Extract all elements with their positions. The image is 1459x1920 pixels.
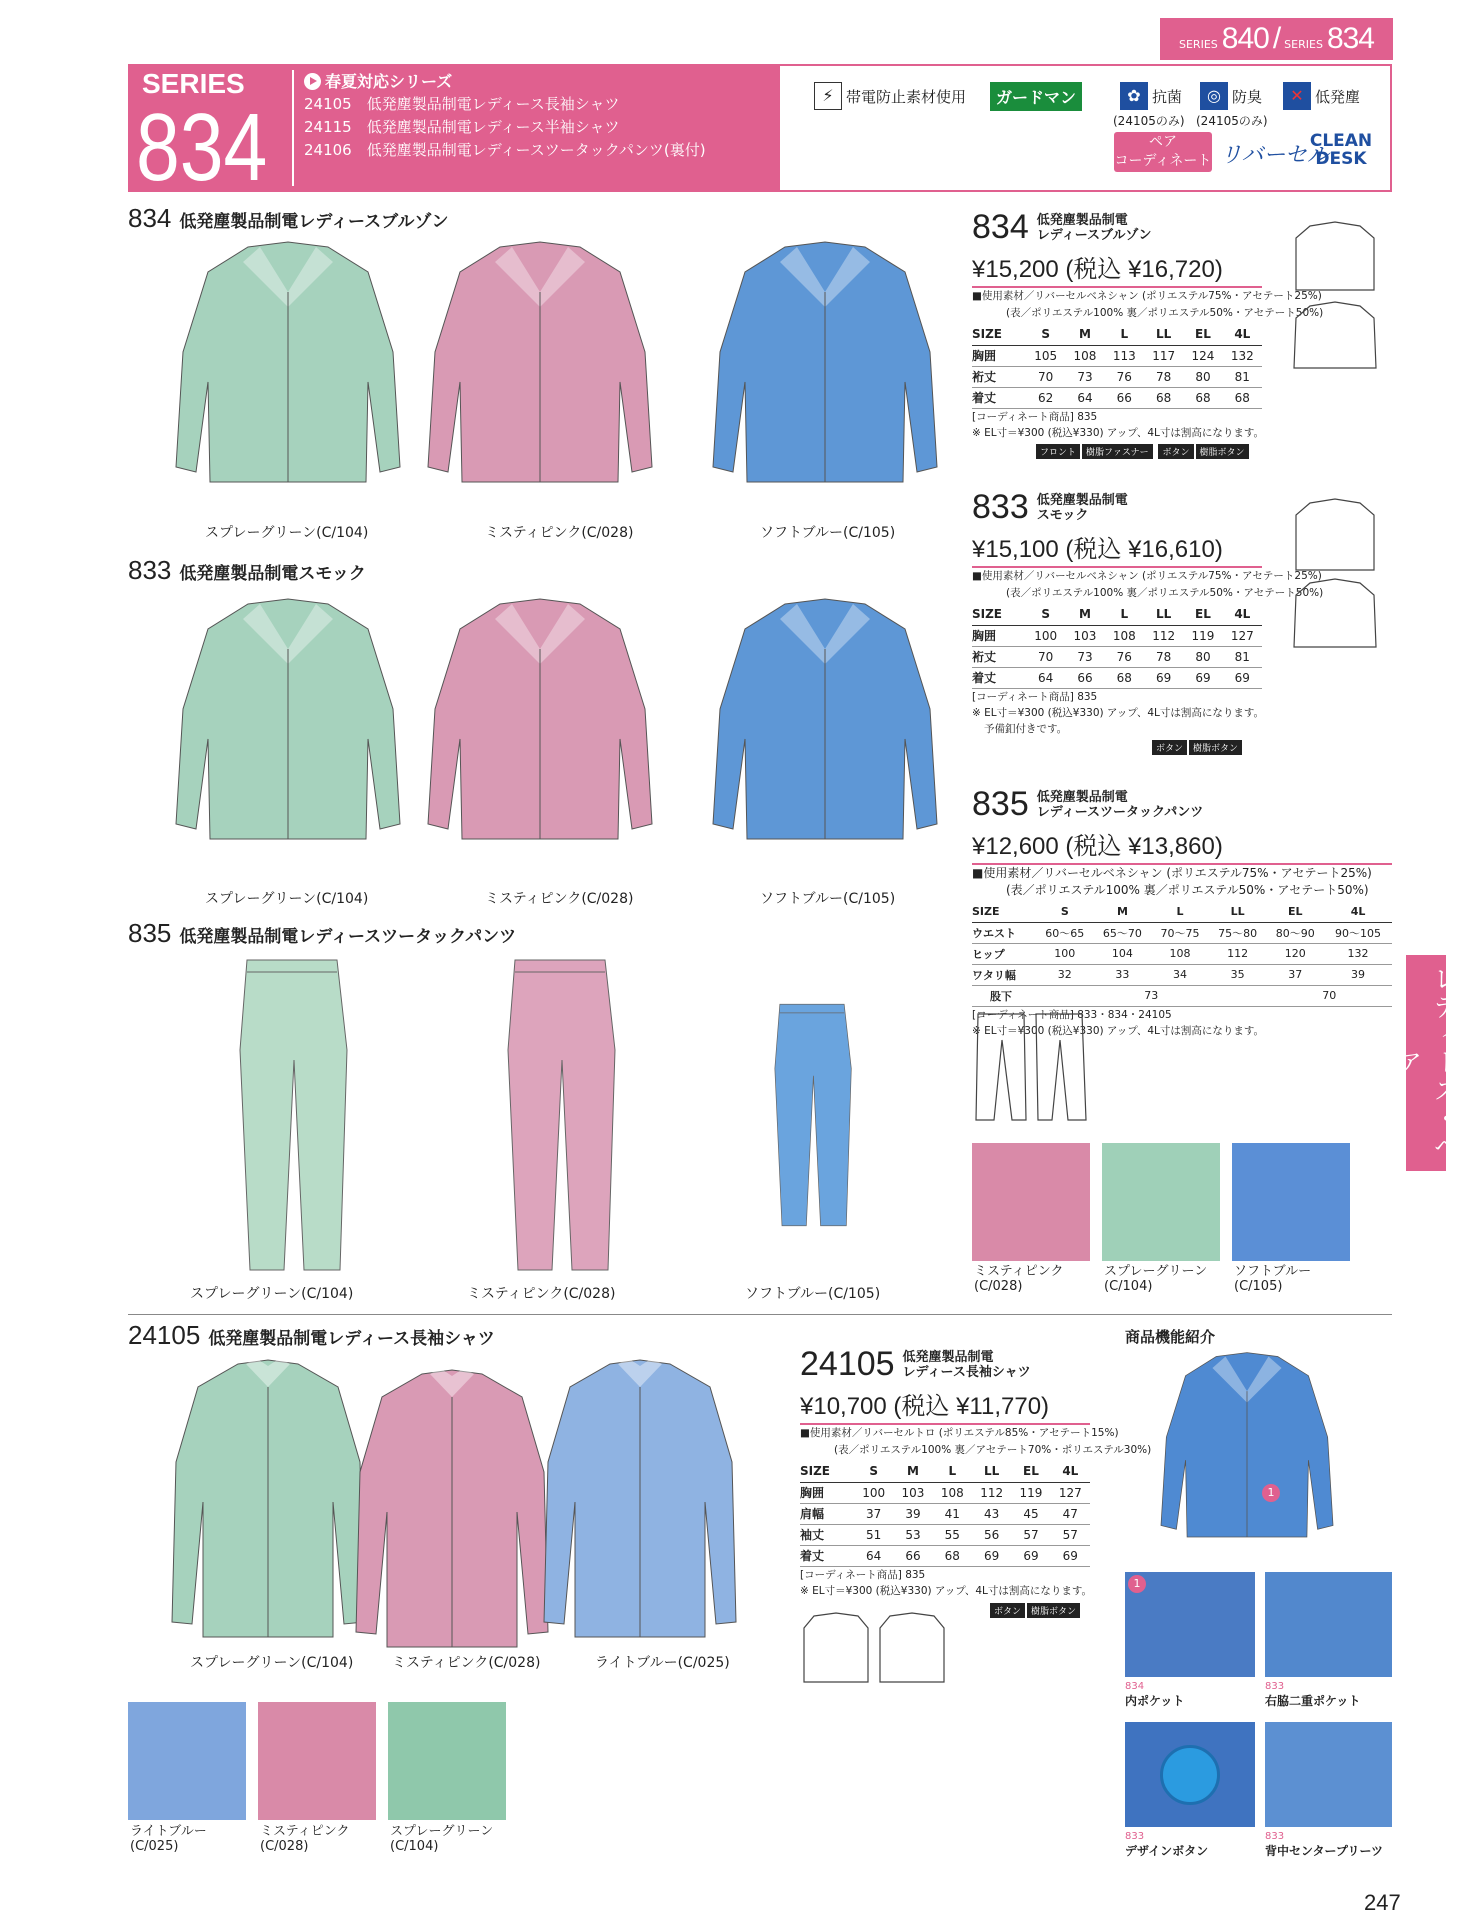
swatch-label: スプレーグリーン (C/104): [390, 1824, 494, 1854]
pants-835-pink: [490, 950, 630, 1280]
antiodor-icon: ◎: [1200, 82, 1228, 110]
swatch-spray-green: [388, 1702, 506, 1820]
spec-833: 833 低発塵製品制電 スモック ¥15,100 (税込 ¥16,610) ■使用素材／リバーセルベネシャン (ポリエステル75%・アセテート25%) (表／ポリエステル100% 裏／ポリエステル50%・アセテート50%) SIZE S M L LL EL 4L 胸囲 100 103 108 112 119 127 裄丈 70 73 76 78 80 81 着丈 64 66 68 69 69 69 [コーディネート商品] 835 ※ EL寸＝¥300 (税込¥330) アップ、4L寸は割高になります。 予備釦付きです。 ボタン 樹脂ボタン: [972, 488, 1324, 754]
caption-833-pink: ミスティピンク(C/028): [485, 891, 634, 907]
category-side-tab: レディース・ペア: [1406, 955, 1446, 1171]
caption-835-pink: ミスティピンク(C/028): [467, 1286, 616, 1302]
caption-834-pink: ミスティピンク(C/028): [485, 525, 634, 541]
price-833: ¥15,100 (税込 ¥16,610): [972, 529, 1262, 568]
button-icon: [1160, 1745, 1220, 1805]
swatch-misty-pink: [972, 1143, 1090, 1261]
header-divider: [292, 70, 294, 186]
antistatic-icon: ⚡: [814, 82, 842, 110]
swatch-misty-pink: [258, 1702, 376, 1820]
caption-24105-pink: ミスティピンク(C/028): [392, 1655, 541, 1671]
section-divider: [128, 1314, 1392, 1315]
caption-833-green: スプレーグリーン(C/104): [205, 891, 369, 907]
header-lines: 春夏対応シリーズ 24105 低発塵製品制電レディース長袖シャツ 24115 低発塵製品制電レディース半袖シャツ 24106 低発塵製品制電レディースツータックパンツ(裏付): [304, 72, 706, 159]
swatch-label: ミスティピンク (C/028): [260, 1824, 350, 1854]
antibac-badge: ✿ 抗菌: [1120, 82, 1182, 110]
shirt-24105-green: [168, 1352, 368, 1642]
shirt-24105-lightblue: [540, 1352, 740, 1642]
swatch-label: ソフトブルー (C/105): [1234, 1264, 1312, 1294]
jacket-834-blue: [705, 232, 945, 512]
caption-24105-green: スプレーグリーン(C/104): [190, 1655, 354, 1671]
lowdust-icon: ✕: [1283, 82, 1311, 110]
feature-label: 833 デザインボタン: [1125, 1831, 1209, 1858]
feature-label: 833 右脇二重ポケット: [1265, 1681, 1361, 1708]
smock-833-blue: [705, 588, 945, 870]
swatch-light-blue: [128, 1702, 246, 1820]
spec-24105: 24105 低発塵製品制電 レディース長袖シャツ ¥10,700 (税込 ¥11,770) ■使用素材／リバーセルトロ (ポリエステル85%・アセテート15%) (表／ポリエステル100% 裏／アセテート70%・ポリエステル30%) SIZE S M L LL EL 4L 胸囲 100 103 108 112 119 127 肩幅 37 39 41 43 45 47 袖丈 51 53 55 56 57 57 着丈 64 66 68 69 69 69 [コーディネート商品] 835 ※ EL寸＝¥300 (税込¥330) アップ、4L寸は割高になります。 ボタン 樹脂ボタン: [800, 1345, 1152, 1617]
pair-coordinate-badge: ペア コーディネート: [1114, 132, 1212, 172]
size-table-833: SIZE S M L LL EL 4L 胸囲 100 103 108 112 119 127 裄丈 70 73 76 78 80 81 着丈 64 66 68 69 69 69: [972, 604, 1262, 689]
caption-834-green: スプレーグリーン(C/104): [205, 525, 369, 541]
clean-desk-logo: CLEAN DESK: [1309, 131, 1373, 169]
section-title-24105: 24105 低発塵製品制電レディース長袖シャツ: [128, 1320, 495, 1350]
feature-jacket: [1142, 1345, 1352, 1560]
feature-marker: 1: [1262, 1484, 1280, 1502]
pants-835-green: [222, 950, 362, 1280]
antibac-icon: ✿: [1120, 82, 1148, 110]
size-table-834: SIZE S M L LL EL 4L 胸囲 105 108 113 117 124 132 裄丈 70 73 76 78 80 81 着丈 62 64 66 68 68 68: [972, 324, 1262, 409]
line-drawing-833: [1290, 495, 1380, 655]
size-table-835: SIZE S M L LL EL 4L ウエスト 60～65 65～70 70～75 75～80 80～90 90～105 ヒップ 100 104 108 112 120 132 ワタリ幅 32 33 34 35 37 39 股下 73 70: [972, 901, 1392, 1007]
caption-24105-lightblue: ライトブルー(C/025): [595, 1655, 730, 1671]
page-number: 247: [1364, 1890, 1401, 1915]
feature-badges: ⚡ 帯電防止素材使用 ガードマン ✿ 抗菌 (24105のみ) ◎ 防臭 (24105のみ) ✕ 低発塵 ペア コーディネート リバーセル CLEAN DESK: [780, 64, 1392, 192]
feature-label: 834 内ポケット: [1125, 1681, 1185, 1708]
swatch-soft-blue: [1232, 1143, 1350, 1261]
pants-835-blue: [762, 950, 862, 1280]
antiodor-badge: ◎ 防臭: [1200, 82, 1262, 110]
guardman-badge: ガードマン: [990, 82, 1082, 111]
swatch-spray-green: [1102, 1143, 1220, 1261]
price-835: ¥12,600 (税込 ¥13,860): [972, 826, 1392, 865]
caption-835-green: スプレーグリーン(C/104): [190, 1286, 354, 1302]
series-label: SERIES: [142, 68, 245, 99]
line-drawing-24105: [800, 1610, 948, 1690]
jacket-834-pink: [420, 232, 660, 512]
caption-833-blue: ソフトブルー(C/105): [760, 891, 896, 907]
reversel-logo: リバーセル: [1220, 143, 1329, 168]
spec-834: 834 低発塵製品制電 レディースブルゾン ¥15,200 (税込 ¥16,720) ■使用素材／リバーセルベネシャン (ポリエステル75%・アセテート25%) (表／ポリエステル100% 裏／ポリエステル50%・アセテート50%) SIZE S M L LL EL 4L 胸囲 105 108 113 117 124 132 裄丈 70 73 76 78 80 81 着丈 62 64 66 68 68 68 [コーディネート商品] 835 ※ EL寸＝¥300 (税込¥330) アップ、4L寸は割高になります。 フロント 樹脂ファスナー ボタン 樹脂ボタン: [972, 208, 1324, 458]
smock-833-pink: [420, 588, 660, 870]
swatch-label: ライトブルー (C/025): [130, 1824, 207, 1854]
swatch-label: ミスティピンク (C/028): [974, 1264, 1064, 1294]
section-title-833: 833 低発塵製品制電スモック: [128, 555, 366, 585]
line-drawing-835: [972, 1010, 1090, 1130]
antistatic-badge: ⚡ 帯電防止素材使用: [814, 82, 966, 110]
shirt-24105-pink: [352, 1362, 552, 1652]
line-drawing-834: [1290, 218, 1380, 378]
spec-835: 835 低発塵製品制電 レディースツータックパンツ ¥12,600 (税込 ¥13,860) ■使用素材／リバーセルベネシャン (ポリエステル75%・アセテート25%) (表／ポリエステル100% 裏／ポリエステル50%・アセテート50%) SIZE S M L LL EL 4L ウエスト 60～65 65～70 70～75 75～80 80～90 90～105 ヒップ 100 104 108 112 120 132 ワタリ幅 32 33 34 35 37 39 股下 73 70 [コーディネート商品] 833・834・24105 ※ EL寸＝¥300 (税込¥330) アップ、4L寸は割高になります。: [972, 785, 1392, 1039]
section-title-834: 834 低発塵製品制電レディースブルゾン: [128, 203, 449, 233]
price-834: ¥15,200 (税込 ¥16,720): [972, 249, 1262, 288]
play-icon: [304, 73, 321, 90]
section-title-835: 835 低発塵製品制電レディースツータックパンツ: [128, 918, 517, 948]
feature-label: 833 背中センタープリーツ: [1265, 1831, 1383, 1858]
price-24105: ¥10,700 (税込 ¥11,770): [800, 1386, 1090, 1425]
lowdust-badge: ✕ 低発塵: [1283, 82, 1360, 110]
feature-marker: 1: [1128, 1575, 1146, 1593]
caption-835-blue: ソフトブルー(C/105): [745, 1286, 881, 1302]
jacket-834-green: [168, 232, 408, 512]
series-tab: SERIES 840 / SERIES 834: [1160, 18, 1393, 60]
size-table-24105: SIZE S M L LL EL 4L 胸囲 100 103 108 112 119 127 肩幅 37 39 41 43 45 47 袖丈 51 53 55 56 57 57 着丈 64 66 68 69 69 69: [800, 1461, 1090, 1567]
series-header: [128, 64, 780, 201]
series-number: 834: [136, 94, 268, 201]
caption-834-blue: ソフトブルー(C/105): [760, 525, 896, 541]
features-title: 商品機能紹介: [1125, 1328, 1216, 1346]
swatch-label: スプレーグリーン (C/104): [1104, 1264, 1208, 1294]
feature-photo-back-pleat: [1265, 1722, 1392, 1827]
smock-833-green: [168, 588, 408, 870]
feature-photo-side-pocket: [1265, 1572, 1392, 1677]
